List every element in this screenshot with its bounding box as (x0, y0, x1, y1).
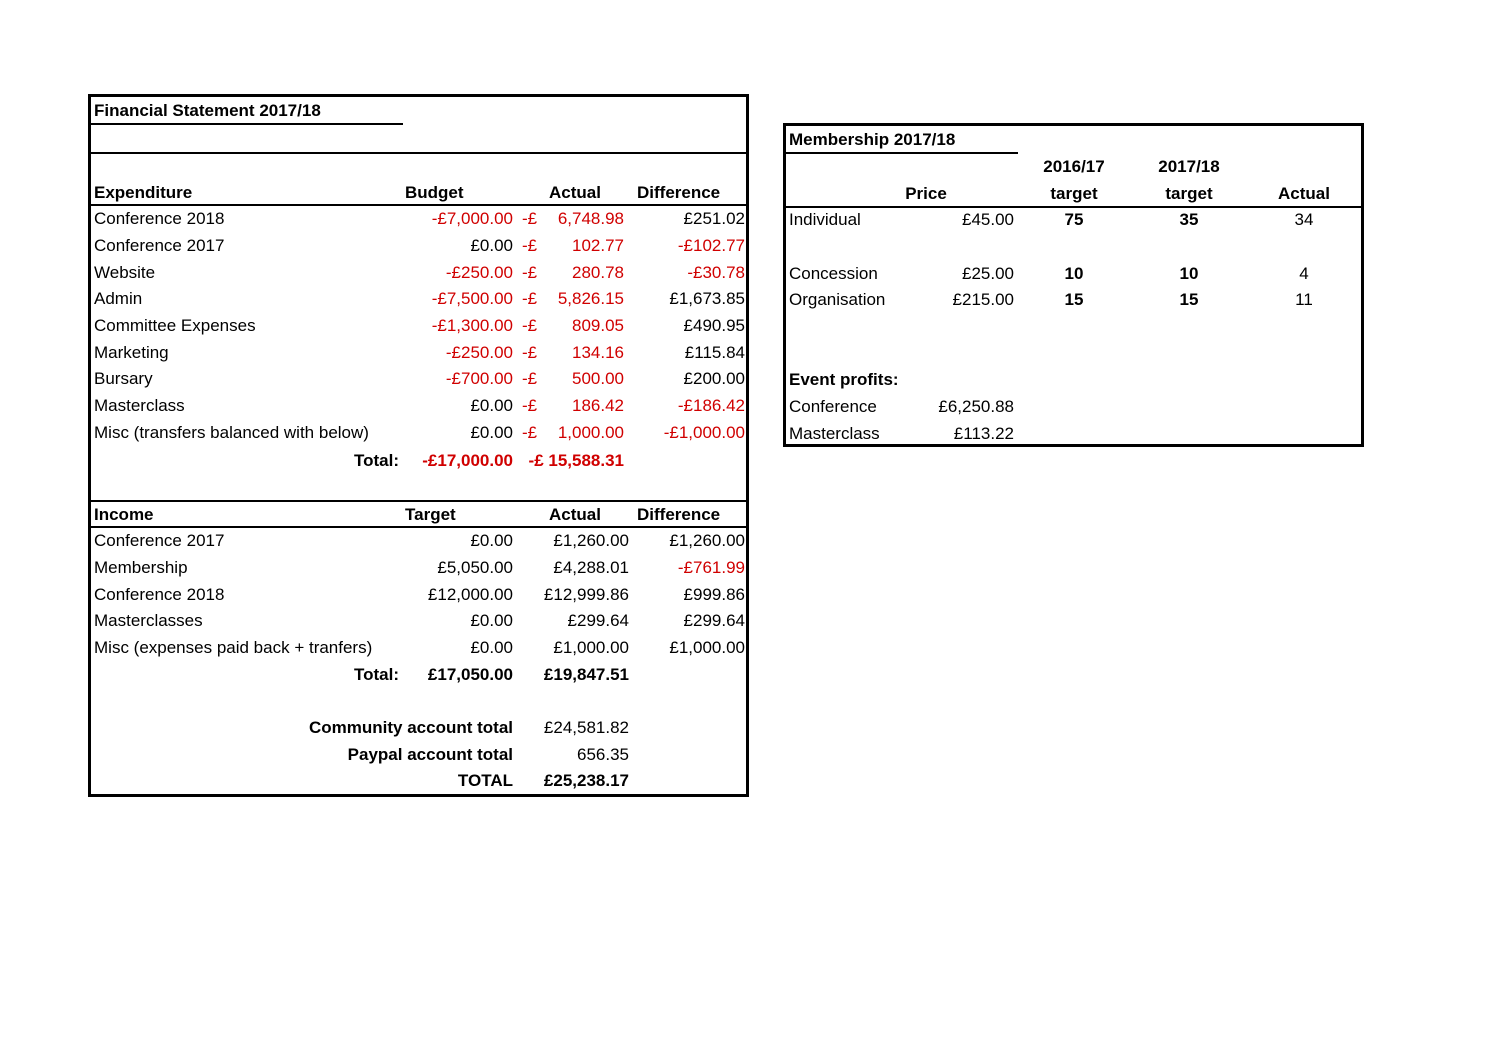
row-label: Website (94, 263, 156, 282)
account-label: TOTAL (457, 771, 513, 790)
difference-value: £251.02 (683, 209, 745, 228)
target-1718-value: 15 (1179, 290, 1199, 309)
income-total-target: £17,050.00 (427, 665, 513, 684)
actual-value: 4 (1299, 264, 1309, 283)
row-label: Conference 2017 (94, 531, 225, 550)
target-1718-value: 10 (1179, 264, 1199, 283)
row-label: Admin (94, 289, 143, 308)
difference-value: £490.95 (683, 316, 745, 335)
currency-sign: -£ (522, 236, 538, 255)
membership-panel (783, 123, 1364, 447)
target-1617-value: 75 (1064, 210, 1084, 229)
difference-value: £200.00 (683, 369, 745, 388)
budget-value: £0.00 (470, 396, 513, 415)
currency-sign: -£ (522, 316, 538, 335)
account-label: Paypal account total (347, 745, 513, 764)
actual-value: 34 (1294, 210, 1314, 229)
actual-value: £12,999.86 (543, 585, 629, 604)
budget-header: Budget (405, 183, 464, 202)
income-total-actual: £19,847.51 (543, 665, 629, 684)
target-value: £0.00 (470, 638, 513, 657)
account-value: £25,238.17 (543, 771, 629, 790)
row-label: Conference 2018 (94, 585, 225, 604)
financial-statement-title: Financial Statement 2017/18 (94, 101, 321, 120)
divider (91, 204, 747, 206)
difference-value: -£1,000.00 (663, 423, 745, 442)
account-value: £24,581.82 (543, 718, 629, 737)
expenditure-total-budget: -£17,000.00 (422, 451, 513, 470)
target-value: £5,050.00 (437, 558, 513, 577)
budget-value: -£250.00 (445, 263, 513, 282)
title-underline (786, 152, 1018, 154)
budget-value: £0.00 (470, 423, 513, 442)
event-value: £6,250.88 (938, 397, 1014, 416)
difference-header: Difference (637, 505, 721, 524)
target-1617-value: 10 (1064, 264, 1084, 283)
row-label: Masterclasses (94, 611, 203, 630)
difference-value: -£30.78 (687, 263, 745, 282)
actual-value: £1,260.00 (553, 531, 629, 550)
difference-value: £299.64 (683, 611, 745, 630)
actual-value: 5,826.15 (557, 289, 624, 308)
divider (91, 526, 747, 528)
actual-header: Actual (1278, 184, 1330, 203)
actual-value: £4,288.01 (553, 558, 629, 577)
financial-statement-panel (88, 94, 749, 797)
title-underline (91, 123, 403, 125)
currency-sign: -£ (522, 209, 538, 228)
difference-value: -£761.99 (677, 558, 745, 577)
difference-value: £1,673.85 (669, 289, 745, 308)
budget-value: -£700.00 (445, 369, 513, 388)
row-label: Masterclass (94, 396, 185, 415)
target-1718-header-sub: target (1165, 184, 1213, 203)
target-value: £0.00 (470, 531, 513, 550)
event-value: £113.22 (953, 424, 1014, 443)
membership-title: Membership 2017/18 (789, 130, 956, 149)
target-1718-value: 35 (1179, 210, 1199, 229)
target-1718-header: 2017/18 (1158, 157, 1220, 176)
event-label: Conference (789, 397, 877, 416)
expenditure-total-actual: -£ 15,588.31 (528, 451, 624, 470)
row-label: Organisation (789, 290, 886, 309)
row-label: Concession (789, 264, 878, 283)
divider (786, 206, 1362, 208)
actual-value: 11 (1295, 290, 1313, 309)
income-header: Income (94, 505, 154, 524)
income-total-label: Total: (353, 665, 399, 684)
target-1617-header: 2016/17 (1043, 157, 1105, 176)
target-value: £0.00 (470, 611, 513, 630)
actual-value: £299.64 (567, 611, 629, 630)
budget-value: -£1,300.00 (431, 316, 513, 335)
budget-value: £0.00 (470, 236, 513, 255)
price-value: £215.00 (952, 290, 1014, 309)
row-label: Bursary (94, 369, 153, 388)
budget-value: -£7,000.00 (431, 209, 513, 228)
price-header: Price (905, 184, 947, 203)
actual-value: 6,748.98 (557, 209, 624, 228)
row-label: Conference 2018 (94, 209, 225, 228)
budget-value: -£7,500.00 (431, 289, 513, 308)
actual-value: 280.78 (572, 263, 624, 282)
price-value: £25.00 (962, 264, 1014, 283)
row-label: Marketing (94, 343, 169, 362)
row-label: Misc (transfers balanced with below) (94, 423, 369, 442)
difference-value: £999.86 (683, 585, 745, 604)
row-label: Membership (94, 558, 188, 577)
difference-value: -£186.42 (677, 396, 745, 415)
target-value: £12,000.00 (427, 585, 513, 604)
expenditure-total-label: Total: (353, 451, 399, 470)
actual-value: 102.77 (572, 236, 624, 255)
price-value: £45.00 (962, 210, 1014, 229)
actual-value: 186.42 (572, 396, 624, 415)
actual-header: Actual (549, 505, 601, 524)
currency-sign: -£ (522, 423, 538, 442)
difference-value: -£102.77 (677, 236, 745, 255)
difference-header: Difference (637, 183, 721, 202)
target-1617-header-sub: target (1050, 184, 1098, 203)
actual-value: 809.05 (572, 316, 624, 335)
actual-value: 1,000.00 (557, 423, 624, 442)
account-value: 656.35 (577, 745, 629, 764)
target-header: Target (405, 505, 456, 524)
difference-value: £1,000.00 (669, 638, 745, 657)
currency-sign: -£ (522, 263, 538, 282)
currency-sign: -£ (522, 369, 538, 388)
event-profits-title: Event profits: (789, 370, 899, 389)
row-label: Committee Expenses (94, 316, 256, 335)
divider (91, 500, 747, 502)
account-label: Community account total (308, 718, 513, 737)
target-1617-value: 15 (1064, 290, 1084, 309)
actual-value: 134.16 (572, 343, 624, 362)
currency-sign: -£ (522, 289, 538, 308)
expenditure-header: Expenditure (94, 183, 193, 202)
difference-value: £1,260.00 (669, 531, 745, 550)
actual-value: 500.00 (572, 369, 624, 388)
difference-value: £115.84 (684, 343, 745, 362)
currency-sign: -£ (522, 343, 538, 362)
currency-sign: -£ (522, 396, 538, 415)
row-label: Individual (789, 210, 861, 229)
divider (91, 152, 747, 154)
budget-value: -£250.00 (445, 343, 513, 362)
row-label: Conference 2017 (94, 236, 225, 255)
actual-value: £1,000.00 (553, 638, 629, 657)
event-label: Masterclass (789, 424, 880, 443)
row-label: Misc (expenses paid back + tranfers) (94, 638, 373, 657)
actual-header: Actual (549, 183, 601, 202)
